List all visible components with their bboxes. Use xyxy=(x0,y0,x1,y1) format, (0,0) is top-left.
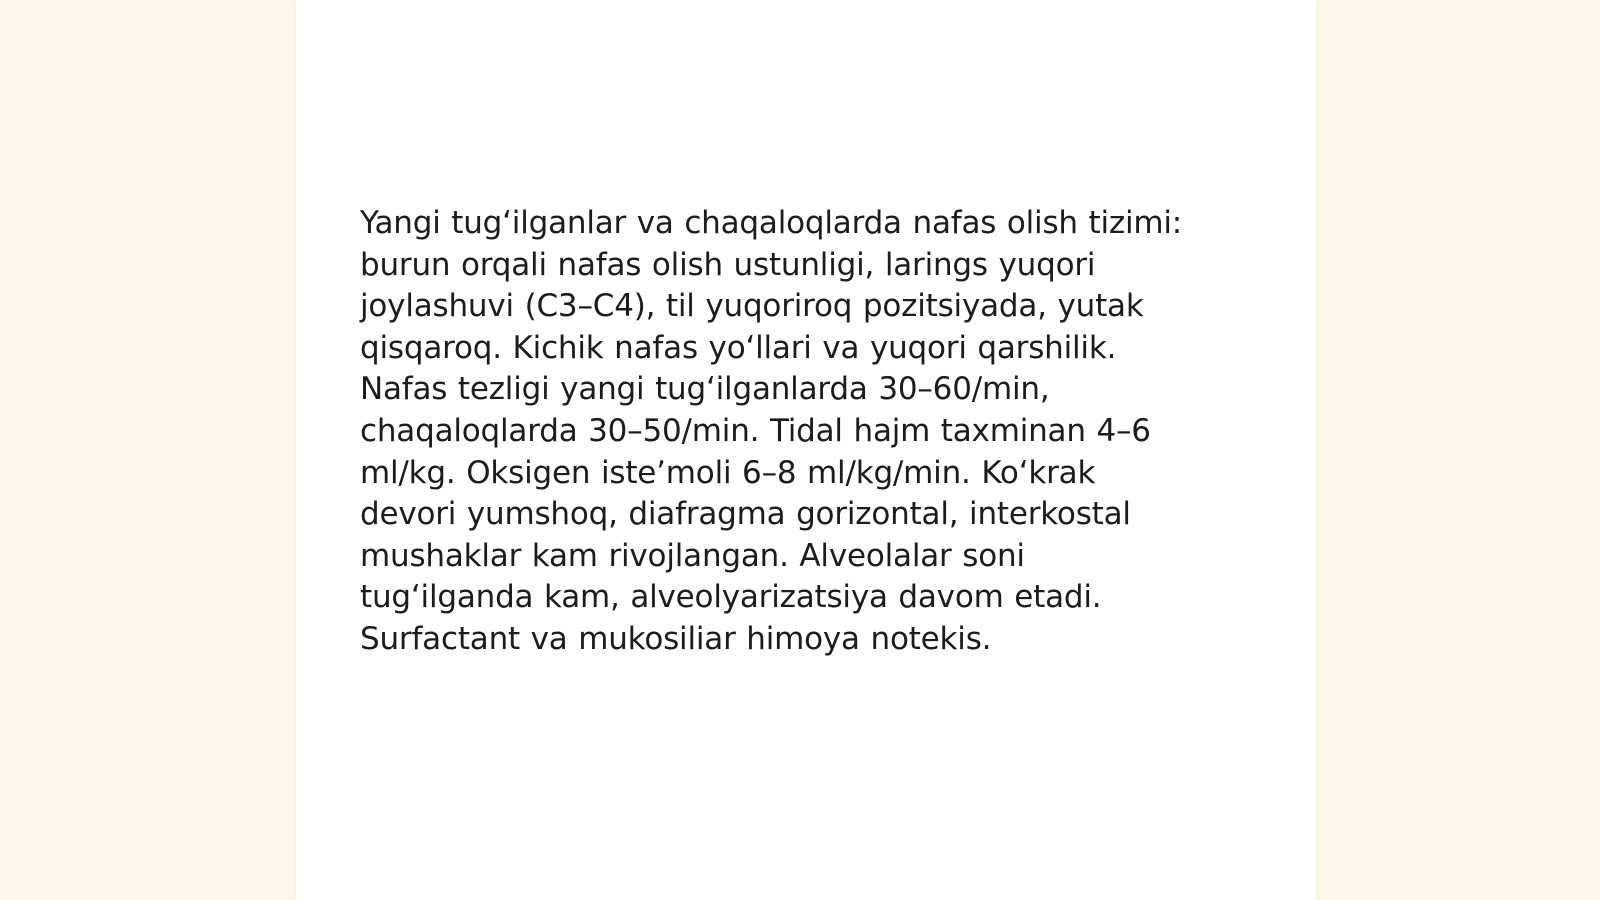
text-line: Surfactant va mukosiliar himoya notekis. xyxy=(360,620,992,657)
text-line: devori yumshoq, diafragma gorizontal, interkostal xyxy=(360,496,1131,533)
text-line: qisqaroq. Kichik nafas yo‘llari va yuqori qarshilik. xyxy=(360,329,1117,366)
text-line: chaqaloqlarda 30–50/min. Tidal hajm taxminan 4–6 xyxy=(360,412,1151,449)
text-line: joylashuvi (C3–C4), til yuqoriroq pozitsiyada, yutak xyxy=(360,288,1144,325)
slide-body-text xyxy=(360,203,1240,661)
left-margin-background xyxy=(0,0,296,900)
right-margin-background xyxy=(1316,0,1600,900)
text-line: tug‘ilganda kam, alveolyarizatsiya davom etadi. xyxy=(360,579,1102,616)
text-line: ml/kg. Oksigen iste’moli 6–8 ml/kg/min. Ko‘krak xyxy=(360,454,1096,491)
slide-canvas xyxy=(296,0,1316,900)
text-line: mushaklar kam rivojlangan. Alveolalar soni xyxy=(360,537,1025,574)
text-line: Nafas tezligi yangi tug‘ilganlarda 30–60/min, xyxy=(360,371,1050,408)
text-line: burun orqali nafas olish ustunligi, larings yuqori xyxy=(360,246,1096,283)
text-line: Yangi tug‘ilganlar va chaqaloqlarda nafas olish tizimi: xyxy=(360,205,1183,241)
